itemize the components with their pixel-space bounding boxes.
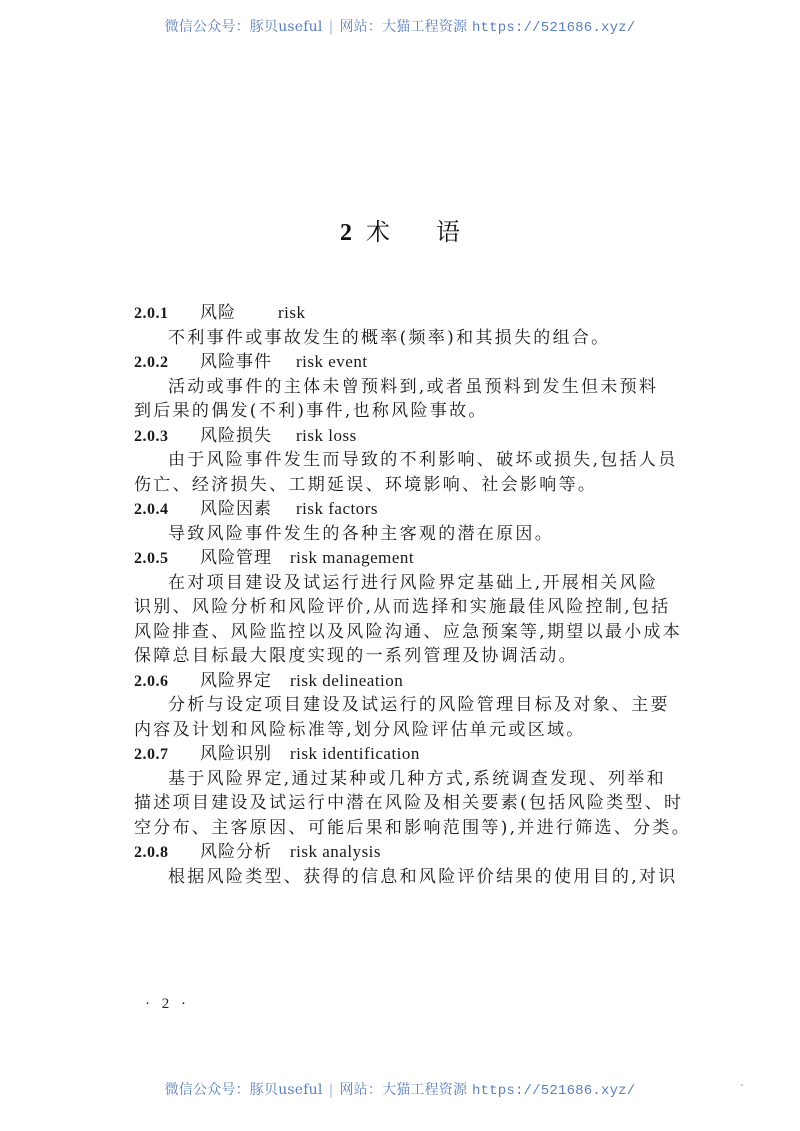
term-zh: 风险管理 — [200, 548, 272, 568]
term-en: risk analysis — [290, 842, 382, 861]
term-definition: 伤亡、经济损失、工期延误、环境影响、社会影响等。 — [134, 474, 598, 495]
term-en: risk factors — [296, 499, 379, 518]
term-heading — [134, 301, 672, 326]
scan-mark: - — [740, 1080, 744, 1091]
site-url-link[interactable]: https://521686.xyz/ — [471, 1083, 636, 1099]
term-number: 2.0.5 — [134, 550, 169, 567]
term-definition: 内容及计划和风险标准等,划分风险评估单元或区域。 — [134, 719, 586, 740]
term-definition: 保障总目标最大限度实现的一系列管理及协调活动。 — [134, 646, 578, 666]
term-en: risk loss — [296, 425, 357, 445]
chapter-title — [0, 212, 800, 247]
term-number: 2.0.6 — [134, 672, 169, 690]
term-zh: 风险事件 — [200, 352, 272, 372]
term-zh: 风险分析 — [200, 842, 272, 862]
chapter-title-char-1: 术 — [366, 218, 390, 246]
term-definition: 基于风险界定,通过某种或几种方式,系统调查发现、列举和 — [168, 768, 666, 789]
terms-content — [134, 301, 692, 889]
term-heading — [134, 546, 672, 571]
term-zh: 风险识别 — [200, 744, 272, 764]
term-zh: 风险界定 — [200, 670, 272, 691]
term-definition: 不利事件或事故发生的概率(频率)和其损失的组合。 — [168, 327, 611, 348]
term-heading — [134, 350, 672, 375]
term-definition: 识别、风险分析和风险评价,从而选择和实施最佳风险控制,包括 — [134, 597, 671, 617]
separator: | — [328, 19, 334, 35]
term-definition: 到后果的偶发(不利)事件,也称风险事故。 — [134, 401, 488, 421]
term-number: 2.0.3 — [134, 427, 169, 445]
term-heading — [134, 742, 672, 767]
site-url-link[interactable]: https://521686.xyz/ — [471, 20, 636, 36]
term-definition: 由于风险事件发生而导致的不利影响、破坏或损失,包括人员 — [168, 450, 678, 470]
term-definition: 描述项目建设及试运行中潜在风险及相关要素(包括风险类型、时 — [134, 793, 684, 813]
term-definition: 在对项目建设及试运行进行风险界定基础上,开展相关风险 — [168, 572, 659, 593]
separator: | — [328, 1082, 334, 1098]
term-heading — [134, 669, 672, 694]
site-label: 网站：大猫工程资源 — [339, 1082, 468, 1098]
site-label: 网站：大猫工程资源 — [339, 19, 468, 35]
watermark-header — [0, 16, 800, 36]
term-definition: 空分布、主客原因、可能后果和影响范围等),并进行筛选、分类。 — [134, 817, 692, 838]
term-en: risk — [278, 303, 306, 322]
term-heading — [134, 424, 672, 449]
term-en: risk management — [290, 548, 415, 567]
term-zh: 风险 — [200, 303, 236, 323]
term-definition: 活动或事件的主体未曾预料到,或者虽预料到发生但未预料 — [168, 376, 659, 397]
term-definition: 风险排查、风险监控以及风险沟通、应急预案等,期望以最小成本 — [134, 621, 683, 642]
term-number: 2.0.2 — [134, 354, 169, 371]
term-number: 2.0.8 — [134, 844, 169, 861]
term-number: 2.0.7 — [134, 746, 169, 763]
wechat-label: 微信公众号：豚贝useful — [164, 1082, 323, 1098]
term-number: 2.0.1 — [134, 305, 169, 322]
term-en: risk event — [296, 352, 368, 371]
term-zh: 风险损失 — [200, 425, 272, 446]
term-zh: 风险因素 — [200, 499, 272, 519]
page-number: · 2 · — [145, 996, 190, 1012]
term-definition: 导致风险事件发生的各种主客观的潜在原因。 — [168, 523, 554, 544]
term-number: 2.0.4 — [134, 501, 169, 518]
term-definition: 分析与设定项目建设及试运行的风险管理目标及对象、主要 — [168, 695, 670, 715]
term-definition: 根据风险类型、获得的信息和风险评价结果的使用目的,对识 — [168, 866, 678, 887]
watermark-footer — [0, 1079, 800, 1099]
term-heading — [134, 840, 672, 865]
chapter-number: 2 — [340, 220, 352, 246]
chapter-title-char-2: 语 — [436, 218, 460, 246]
term-heading — [134, 497, 672, 522]
term-en: risk delineation — [290, 670, 404, 690]
term-en: risk identification — [290, 744, 420, 763]
wechat-label: 微信公众号：豚贝useful — [164, 19, 323, 35]
